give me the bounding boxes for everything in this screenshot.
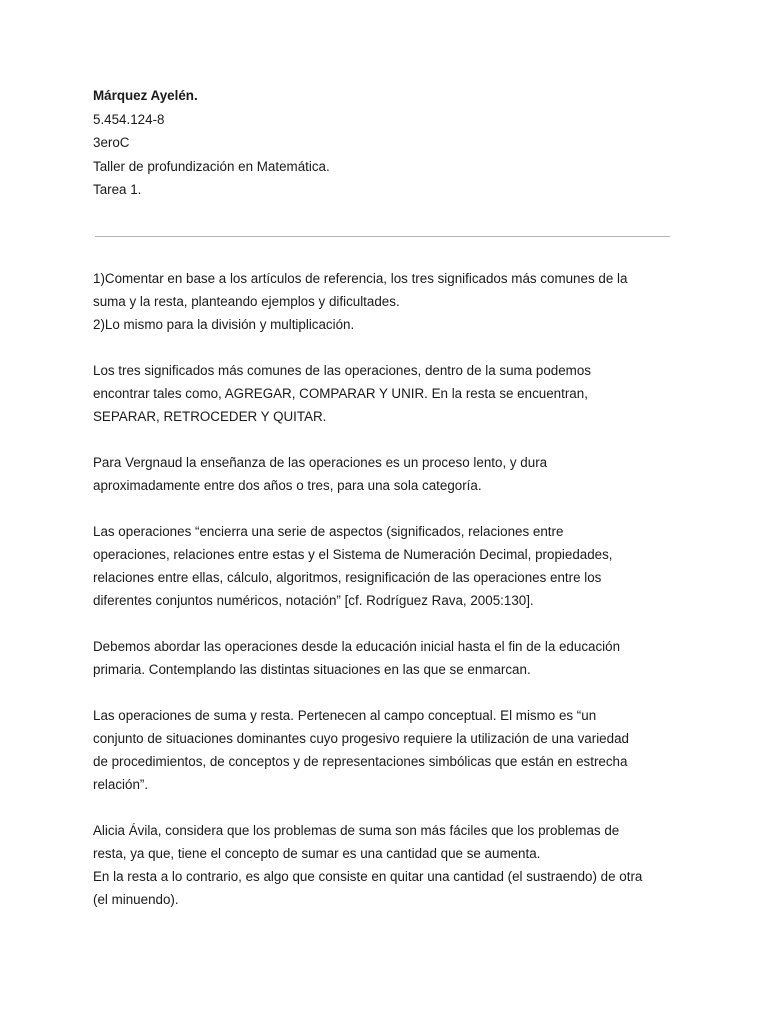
paragraph-education: [93, 635, 683, 681]
document-header: [93, 84, 693, 202]
text-line: Las operaciones “encierra una serie de aspectos (significados, relaciones entre: [93, 524, 564, 539]
paragraph-vergnaud: [93, 451, 683, 497]
text-line: primaria. Contemplando las distintas situaciones en las que se enmarcan.: [93, 662, 531, 677]
student-id: 5.454.124-8: [93, 111, 165, 127]
paragraph-meanings: [93, 359, 683, 428]
text-line: 1)Comentar en base a los artículos de referencia, los tres significados más comunes de la: [93, 271, 628, 286]
text-line: Los tres significados más comunes de las operaciones, dentro de la suma podemos: [93, 363, 591, 378]
text-line: de procedimientos, de conceptos y de representaciones simbólicas que están en estrecha: [93, 754, 628, 769]
text-line: operaciones, relaciones entre estas y el Sistema de Numeración Decimal, propiedades,: [93, 547, 613, 562]
paragraph-conceptual-field: [93, 704, 683, 796]
assignment-title: Tarea 1.: [93, 182, 142, 197]
text-line: resta, ya que, tiene el concepto de sumar es una cantidad que se aumenta.: [93, 846, 541, 861]
text-line: (el minuendo).: [93, 892, 179, 907]
text-line: aproximadamente entre dos años o tres, para una sola categoría.: [93, 478, 482, 493]
text-line: encontrar tales como, AGREGAR, COMPARAR Y UNIR. En la resta se encuentran,: [93, 386, 588, 401]
text-line: conjunto de situaciones dominantes cuyo progesivo requiere la utilización de una variedad: [93, 731, 629, 746]
text-line: relaciones entre ellas, cálculo, algoritmos, resignificación de las operaciones entre los: [93, 570, 602, 585]
text-line: Alicia Ávila, considera que los problemas de suma son más fáciles que los problemas de: [93, 823, 620, 838]
horizontal-rule: [95, 236, 670, 237]
paragraph-quote-rava: [93, 520, 683, 612]
text-line: Las operaciones de suma y resta. Pertenecen al campo conceptual. El mismo es “un: [93, 708, 597, 723]
paragraph-questions: [93, 267, 683, 336]
student-group: 3eroC: [93, 135, 130, 150]
text-line: En la resta a lo contrario, es algo que consiste en quitar una cantidad (el sustraendo) de otra: [93, 869, 643, 884]
text-line: SEPARAR, RETROCEDER Y QUITAR.: [93, 409, 327, 424]
text-line: relación”.: [93, 777, 149, 792]
text-line: Debemos abordar las operaciones desde la educación inicial hasta el fin de la educación: [93, 639, 621, 654]
paragraph-avila: [93, 819, 683, 911]
text-line: 2)Lo mismo para la división y multiplicación.: [93, 317, 355, 332]
document-body: [93, 267, 683, 911]
text-line: Para Vergnaud la enseñanza de las operaciones es un proceso lento, y dura: [93, 455, 548, 470]
text-line: diferentes conjuntos numéricos, notación” [cf. Rodríguez Rava, 2005:130].: [93, 593, 534, 608]
author-name: Márquez Ayelén.: [93, 88, 198, 103]
course-title: Taller de profundización en Matemática.: [93, 158, 330, 174]
text-line: suma y la resta, planteando ejemplos y dificultades.: [93, 294, 400, 309]
